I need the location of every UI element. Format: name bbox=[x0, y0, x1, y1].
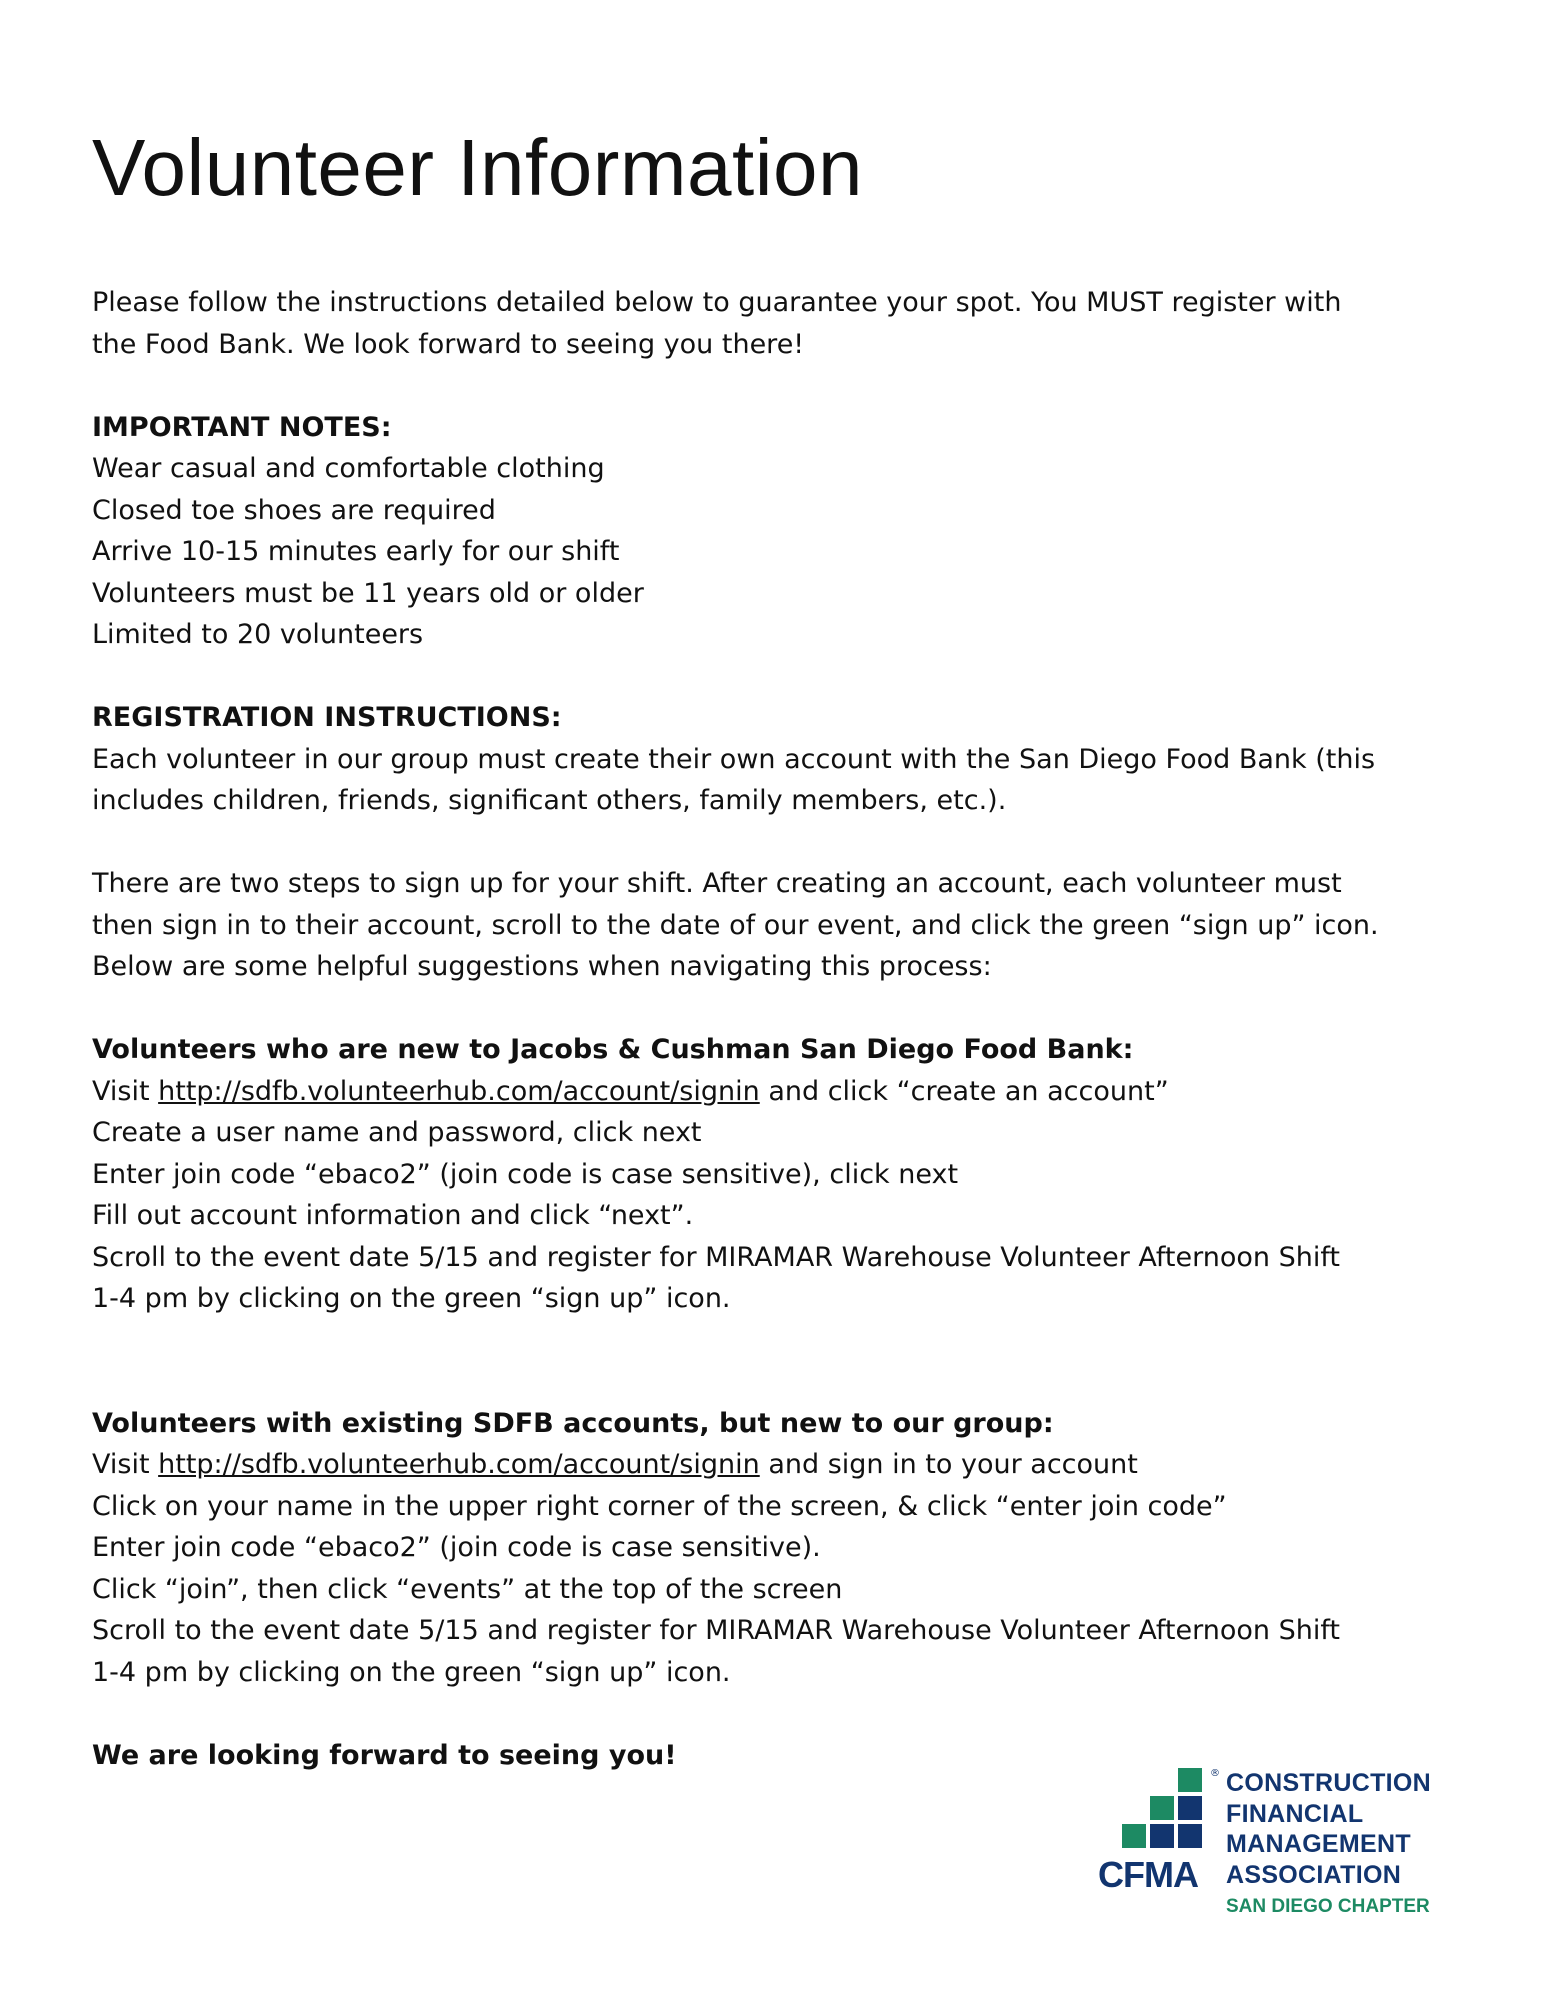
new-volunteer-step: Fill out account information and click “next”. bbox=[92, 1200, 694, 1231]
registration-text: then sign in to their account, scroll to the date of our event, and click the green “sign up” icon. bbox=[92, 909, 1379, 941]
existing-volunteer-step: Click “join”, then click “events” at the top of the screen bbox=[92, 1573, 843, 1605]
existing-volunteer-step: Click on your name in the upper right corner of the screen, & click “enter join code” bbox=[92, 1490, 1227, 1522]
new-volunteer-step: Enter join code “ebaco2” (join code is case sensitive), click next bbox=[92, 1158, 959, 1190]
visit-prefix: Visit bbox=[92, 1449, 159, 1480]
registration-heading: REGISTRATION INSTRUCTIONS: bbox=[92, 702, 562, 733]
new-volunteers-visit-line bbox=[92, 1071, 1472, 1113]
new-volunteers-heading: Volunteers who are new to Jacobs & Cushman San Diego Food Bank: bbox=[92, 1034, 1134, 1065]
cfma-logo bbox=[1098, 1768, 1448, 1918]
existing-volunteer-step: 1-4 pm by clicking on the green “sign up” icon. bbox=[92, 1656, 731, 1688]
signin-link[interactable]: http://sdfb.volunteerhub.com/account/signin bbox=[158, 1075, 760, 1107]
new-volunteer-step: 1-4 pm by clicking on the green “sign up” icon. bbox=[92, 1283, 731, 1314]
registration-text: Each volunteer in our group must create their own account with the San Diego Food Bank (this bbox=[92, 743, 1376, 775]
visit-prefix: Visit bbox=[92, 1075, 159, 1107]
note-item: Wear casual and comfortable clothing bbox=[92, 453, 605, 484]
new-volunteer-step: Scroll to the event date 5/15 and register for MIRAMAR Warehouse Volunteer Afternoon Shift bbox=[92, 1241, 1340, 1273]
page-title: Volunteer Information bbox=[92, 123, 863, 212]
registration-text: Below are some helpful suggestions when navigating this process: bbox=[92, 951, 992, 982]
note-item: Closed toe shoes are required bbox=[92, 494, 496, 526]
logo-line: CONSTRUCTION bbox=[1226, 1769, 1431, 1797]
registration-text: includes children, friends, significant others, family members, etc.). bbox=[92, 785, 1007, 816]
chapter-name: SAN DIEGO CHAPTER bbox=[1226, 1896, 1430, 1917]
existing-volunteers-heading: Volunteers with existing SDFB accounts, but new to our group: bbox=[92, 1407, 1054, 1439]
important-notes-heading: IMPORTANT NOTES: bbox=[92, 411, 392, 443]
cfma-acronym: CFMA bbox=[1098, 1854, 1198, 1895]
logo-line: FINANCIAL bbox=[1226, 1799, 1364, 1828]
visit-suffix: and sign in to your account bbox=[759, 1449, 1138, 1480]
existing-volunteers-visit-line bbox=[92, 1444, 1472, 1486]
existing-volunteer-step: Scroll to the event date 5/15 and register for MIRAMAR Warehouse Volunteer Afternoon Shift bbox=[92, 1615, 1340, 1646]
registration-text: There are two steps to sign up for your shift. After creating an account, each volunteer must bbox=[92, 868, 1342, 899]
intro-line: Please follow the instructions detailed below to guarantee your spot. You MUST register with bbox=[92, 287, 1342, 318]
closing-line: We are looking forward to seeing you! bbox=[92, 1739, 677, 1771]
intro-line: the Food Bank. We look forward to seeing you there! bbox=[92, 328, 805, 360]
registered-mark: ® bbox=[1210, 1768, 1220, 1779]
logo-line: ASSOCIATION bbox=[1226, 1860, 1402, 1889]
note-item: Volunteers must be 11 years old or older bbox=[92, 577, 644, 609]
association-name bbox=[1226, 1768, 1431, 1890]
logo-line: MANAGEMENT bbox=[1226, 1830, 1411, 1858]
existing-volunteer-step: Enter join code “ebaco2” (join code is case sensitive). bbox=[92, 1532, 821, 1563]
visit-suffix: and click “create an account” bbox=[759, 1075, 1169, 1107]
note-item: Limited to 20 volunteers bbox=[92, 619, 424, 650]
note-item: Arrive 10-15 minutes early for our shift bbox=[92, 536, 620, 567]
signin-link[interactable]: http://sdfb.volunteerhub.com/account/signin bbox=[158, 1449, 760, 1480]
document-body bbox=[92, 282, 1472, 1776]
new-volunteer-step: Create a user name and password, click next bbox=[92, 1117, 702, 1148]
